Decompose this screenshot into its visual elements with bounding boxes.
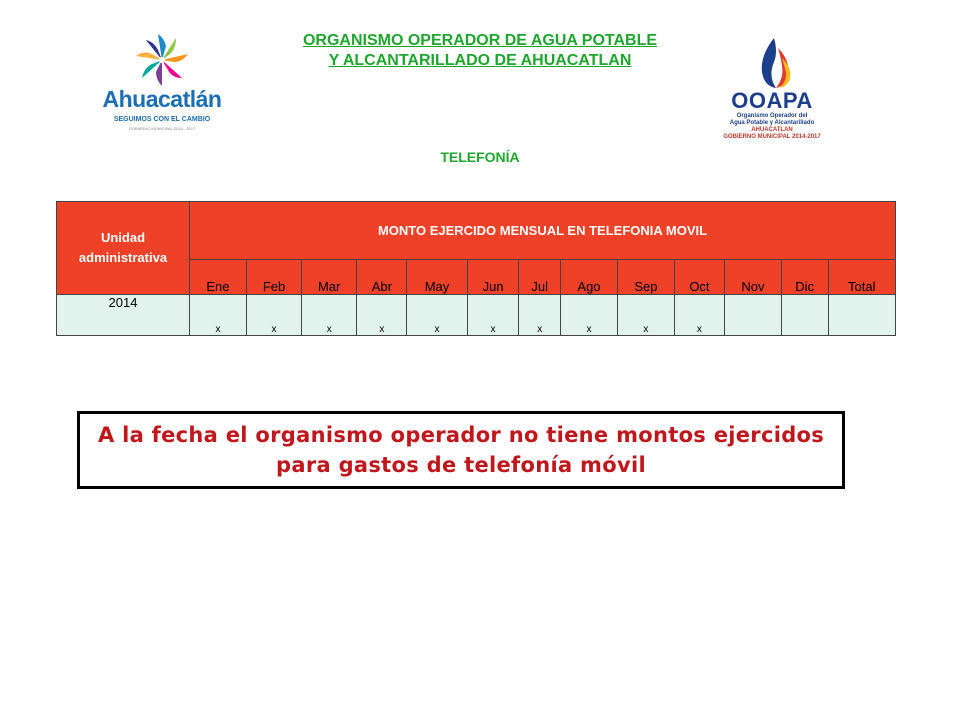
month-header: Oct: [674, 260, 724, 295]
month-value-cell: x: [617, 295, 674, 336]
month-value-cell: x: [246, 295, 301, 336]
month-header: Ago: [561, 260, 618, 295]
month-value-cell: x: [407, 295, 467, 336]
month-value-cell: x: [674, 295, 724, 336]
month-header: Sep: [617, 260, 674, 295]
month-value-cell: x: [519, 295, 561, 336]
ooapa-logo: [712, 36, 832, 144]
ahuacatlan-brand: Ahuacatlán: [102, 86, 222, 112]
organization-title: [230, 31, 730, 71]
notice-line1: A la fecha el organismo operador no tiene montos ejercidos: [97, 423, 825, 447]
ooapa-text-line4: GOBIERNO MUNICIPAL 2014-2017: [723, 134, 821, 140]
ooapa-text-line3: AHUACATLAN: [751, 127, 793, 133]
ooapa-text-line1: Organismo Operador del: [736, 113, 808, 119]
month-header: Jul: [519, 260, 561, 295]
total-value-cell: [828, 295, 895, 336]
pinwheel-icon: [98, 30, 226, 90]
monthly-amount-header: MONTO EJERCIDO MENSUAL EN TELEFONIA MOVIL: [190, 202, 896, 260]
month-value-cell: x: [357, 295, 407, 336]
month-value-cell: [724, 295, 781, 336]
total-header: Total: [828, 260, 895, 295]
month-header: Abr: [357, 260, 407, 295]
ahuacatlan-slogan: SEGUIMOS CON EL CAMBIO: [113, 116, 211, 123]
ooapa-text-line2: Agua Potable y Alcantarillado: [729, 120, 815, 126]
organization-title-line2: Y ALCANTARILLADO DE AHUACATLAN: [328, 52, 632, 69]
unit-header: Unidad administrativa: [57, 202, 190, 295]
table-header-row: [57, 202, 896, 260]
year-cell: 2014: [57, 295, 190, 336]
month-value-cell: x: [561, 295, 618, 336]
month-header: Nov: [724, 260, 781, 295]
month-header: Dic: [781, 260, 828, 295]
month-header: Jun: [467, 260, 519, 295]
month-header: Ene: [190, 260, 247, 295]
month-header: Feb: [246, 260, 301, 295]
month-value-cell: x: [467, 295, 519, 336]
month-value-cell: x: [190, 295, 247, 336]
section-title: TELEFONÍA: [440, 149, 520, 165]
ahuacatlan-logo: [98, 30, 226, 142]
month-header: Mar: [302, 260, 357, 295]
table-row: [57, 295, 896, 336]
month-value-cell: x: [302, 295, 357, 336]
month-header: May: [407, 260, 467, 295]
ahuacatlan-subtitle: GOBIERNO MUNICIPAL 2014 - 2017: [128, 126, 196, 131]
notice-box: [77, 411, 845, 489]
notice-line2: para gastos de telefonía móvil: [276, 453, 646, 477]
telephony-table: [56, 201, 896, 336]
organization-title-line1: ORGANISMO OPERADOR DE AGUA POTABLE: [302, 32, 658, 49]
flame-drop-icon: [712, 36, 832, 92]
ooapa-brand: OOAPA: [731, 88, 813, 113]
month-value-cell: [781, 295, 828, 336]
